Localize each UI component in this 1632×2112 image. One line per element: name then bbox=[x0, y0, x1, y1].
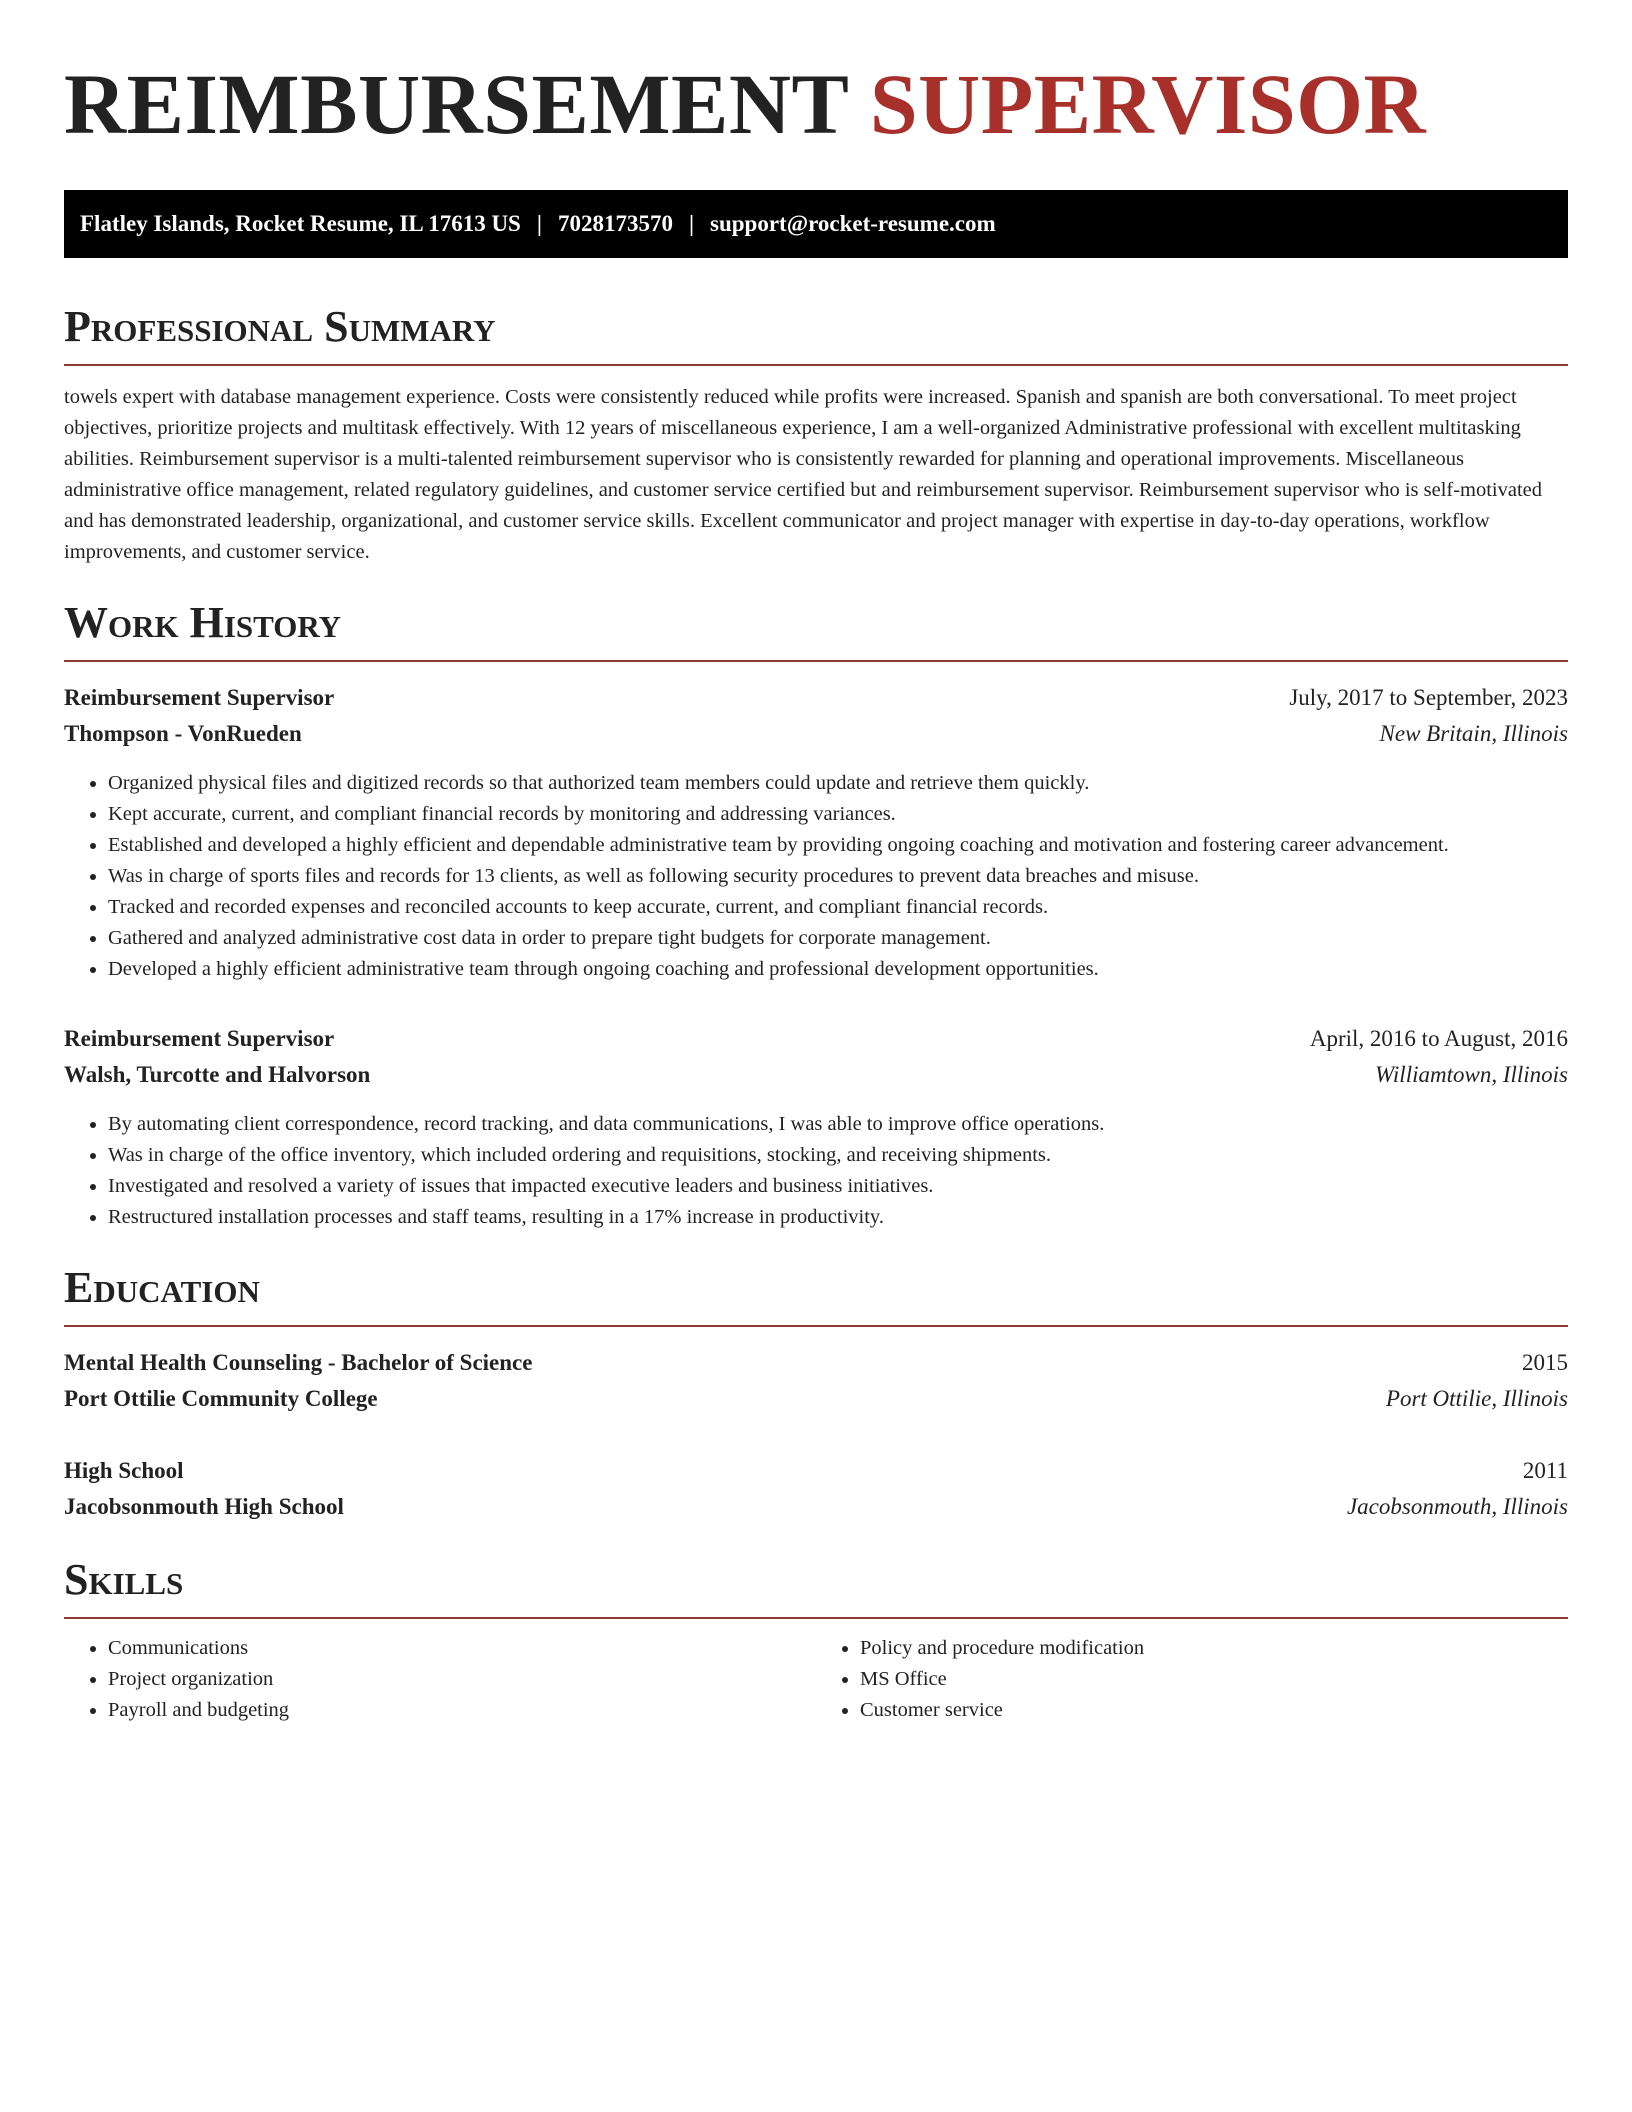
job-bullet: • Tracked and recorded expenses and reconciled accounts to keep accurate, current, and compliant financial records. bbox=[108, 892, 1568, 923]
education-degree-row bbox=[64, 1345, 1568, 1381]
skill-item: • Customer service bbox=[860, 1695, 1568, 1726]
education-school: Port Ottilie Community College bbox=[64, 1386, 378, 1411]
skills-column-left bbox=[64, 1633, 816, 1726]
name-first: REIMBURSEMENT bbox=[64, 56, 848, 152]
job-bullet: • Was in charge of sports files and records for 13 clients, as well as following security procedures to prevent data breaches and misuse. bbox=[108, 861, 1568, 892]
job-bullet: • Developed a highly efficient administrative team through ongoing coaching and professional development opportunities. bbox=[108, 954, 1568, 985]
skills-grid bbox=[64, 1633, 1568, 1726]
skill-item: • Payroll and budgeting bbox=[108, 1695, 816, 1726]
education-location: Port Ottilie, Illinois bbox=[1385, 1386, 1568, 1411]
section-title-education: Education bbox=[64, 1263, 1568, 1327]
education-school-row bbox=[64, 1381, 1568, 1417]
job-bullet: • Was in charge of the office inventory, which included ordering and requisitions, stocking, and receiving shipments. bbox=[108, 1140, 1568, 1171]
contact-separator: | bbox=[688, 211, 695, 236]
education-location: Jacobsonmouth, Illinois bbox=[1346, 1494, 1568, 1519]
education-year: 2011 bbox=[1522, 1458, 1568, 1483]
education-school: Jacobsonmouth High School bbox=[64, 1494, 344, 1519]
job-entry bbox=[64, 680, 1568, 985]
education-degree-row bbox=[64, 1453, 1568, 1489]
job-bullet: • Investigated and resolved a variety of issues that impacted executive leaders and business initiatives. bbox=[108, 1171, 1568, 1202]
skills-section bbox=[64, 1555, 1568, 1726]
summary-section bbox=[64, 302, 1568, 568]
job-bullet: • Established and developed a highly efficient and dependable administrative team by providing ongoing coaching and motivation and fostering career advancement. bbox=[108, 830, 1568, 861]
job-dates: July, 2017 to September, 2023 bbox=[1289, 685, 1568, 710]
contact-bar bbox=[64, 190, 1568, 258]
skill-item: • MS Office bbox=[860, 1664, 1568, 1695]
education-degree: High School bbox=[64, 1458, 184, 1483]
resume-name bbox=[64, 56, 1568, 152]
section-title-skills: Skills bbox=[64, 1555, 1568, 1619]
skills-column-right bbox=[816, 1633, 1568, 1726]
job-dates: April, 2016 to August, 2016 bbox=[1309, 1026, 1568, 1051]
job-company: Thompson - VonRueden bbox=[64, 721, 302, 746]
skill-item: • Policy and procedure modification bbox=[860, 1633, 1568, 1664]
section-title-work-history: Work History bbox=[64, 598, 1568, 662]
job-bullet: • Organized physical files and digitized records so that authorized team members could update and retrieve them quickly. bbox=[108, 768, 1568, 799]
contact-phone: 7028173570 bbox=[557, 211, 673, 236]
section-title-summary: Professional Summary bbox=[64, 302, 1568, 366]
job-header-row bbox=[64, 680, 1568, 716]
work-history-section bbox=[64, 598, 1568, 1233]
contact-separator: | bbox=[536, 211, 542, 236]
education-section bbox=[64, 1263, 1568, 1525]
job-bullet: • By automating client correspondence, record tracking, and data communications, I was able to improve office operations. bbox=[108, 1109, 1568, 1140]
education-year: 2015 bbox=[1522, 1350, 1568, 1375]
job-entry bbox=[64, 1021, 1568, 1233]
skill-item: • Communications bbox=[108, 1633, 816, 1664]
job-position: Reimbursement Supervisor bbox=[64, 1026, 335, 1051]
education-degree: Mental Health Counseling - Bachelor of Science bbox=[64, 1350, 533, 1375]
education-entry bbox=[64, 1453, 1568, 1525]
job-bullet: • Gathered and analyzed administrative cost data in order to prepare tight budgets for corporate management. bbox=[108, 923, 1568, 954]
job-bullet: • Restructured installation processes and staff teams, resulting in a 17% increase in productivity. bbox=[108, 1202, 1568, 1233]
name-last: SUPERVISOR bbox=[869, 56, 1427, 152]
job-company: Walsh, Turcotte and Halvorson bbox=[64, 1062, 371, 1087]
job-company-row bbox=[64, 716, 1568, 752]
skill-item: • Project organization bbox=[108, 1664, 816, 1695]
education-school-row bbox=[64, 1489, 1568, 1525]
summary-text: towels expert with database management experience. Costs were consistently reduced while profits were increased. Spanish and spanish are both conversational. To meet project objectives, prioritize projects and multitask effectively. With 12 years of miscellaneous experience, I am a well-organized Administrative professional with excellent multitasking abilities. Reimbursement supervisor is a multi-talented reimbursement supervisor who is consistently rewarded for planning and operational improvements. Miscellaneous administrative office management, related regulatory guidelines, and customer service certified but and reimbursement supervisor. Reimbursement supervisor who is self-motivated and has demonstrated leadership, organizational, and customer service skills. Excellent communicator and project manager with expertise in day-to-day operations, workflow improvements, and customer service. bbox=[64, 386, 1543, 563]
contact-address: Flatley Islands, Rocket Resume, IL 17613 US bbox=[80, 211, 521, 236]
job-bullets bbox=[64, 768, 1568, 985]
job-bullet: • Kept accurate, current, and compliant financial records by monitoring and addressing variances. bbox=[108, 799, 1568, 830]
contact-email: support@rocket-resume.com bbox=[710, 211, 996, 236]
job-bullets bbox=[64, 1109, 1568, 1233]
job-position: Reimbursement Supervisor bbox=[64, 685, 335, 710]
job-header-row bbox=[64, 1021, 1568, 1057]
job-company-row bbox=[64, 1057, 1568, 1093]
job-location: Williamtown, Illinois bbox=[1375, 1062, 1568, 1087]
education-entry bbox=[64, 1345, 1568, 1417]
job-location: New Britain, Illinois bbox=[1379, 721, 1568, 746]
